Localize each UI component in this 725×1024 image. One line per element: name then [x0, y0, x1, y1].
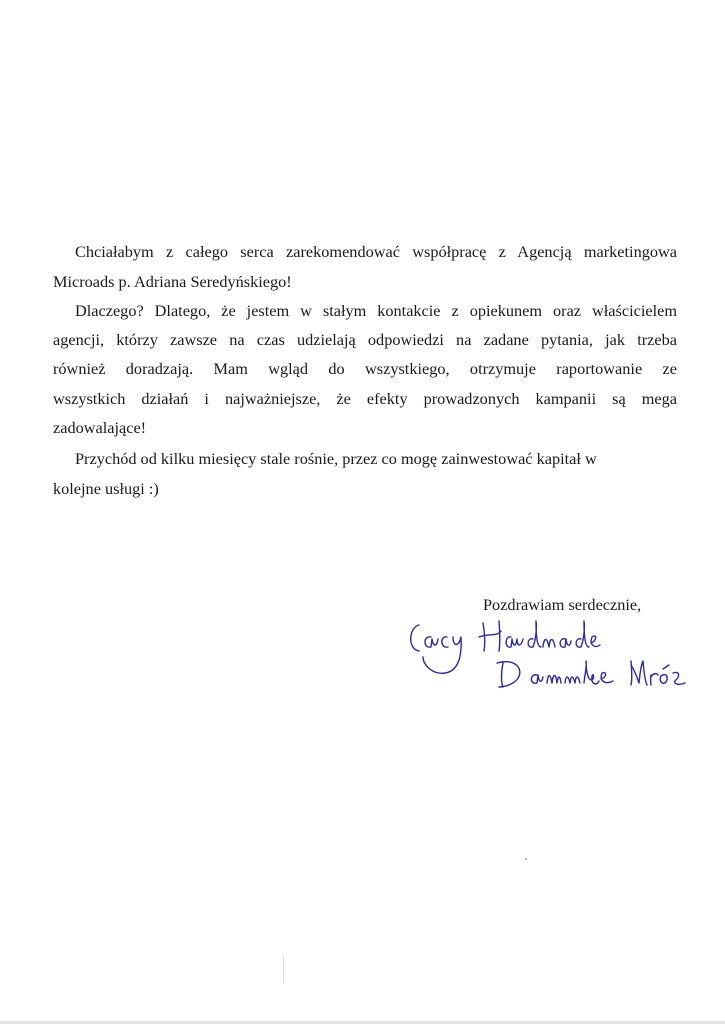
- handwritten-signature: [405, 615, 705, 695]
- paragraph-2-line-4: wszystkich działań i najważniejsze, że efekty prowadzonych kampanii są mega: [53, 389, 677, 408]
- paragraph-1-line-1: Chciałabym z całego serca zarekomendować współpracę z Agencją marketingowa: [75, 242, 677, 261]
- paragraph-2-line-2: agencji, którzy zawsze na czas udzielają odpowiedzi na zadane pytania, jak trzeba: [53, 330, 677, 349]
- paragraph-3-line-1: Przychód od kilku miesięcy stale rośnie, przez co mogę zainwestować kapitał w: [75, 449, 597, 468]
- paragraph-2-line-1: Dlaczego? Dlatego, że jestem w stałym kontakcie z opiekunem oraz właścicielem: [75, 301, 677, 320]
- scan-mark: [283, 955, 284, 983]
- paragraph-3-line-2: kolejne usługi :): [53, 479, 159, 498]
- paragraph-1-line-2: Microads p. Adriana Seredyńskiego!: [53, 272, 292, 291]
- scan-speck: [525, 858, 527, 860]
- paragraph-2-line-5: zadowalające!: [53, 418, 147, 437]
- paragraph-2-line-3: również doradzają. Mam wgląd do wszystkiego, otrzymuje raportowanie ze: [53, 359, 677, 378]
- closing: Pozdrawiam serdecznie,: [483, 595, 642, 614]
